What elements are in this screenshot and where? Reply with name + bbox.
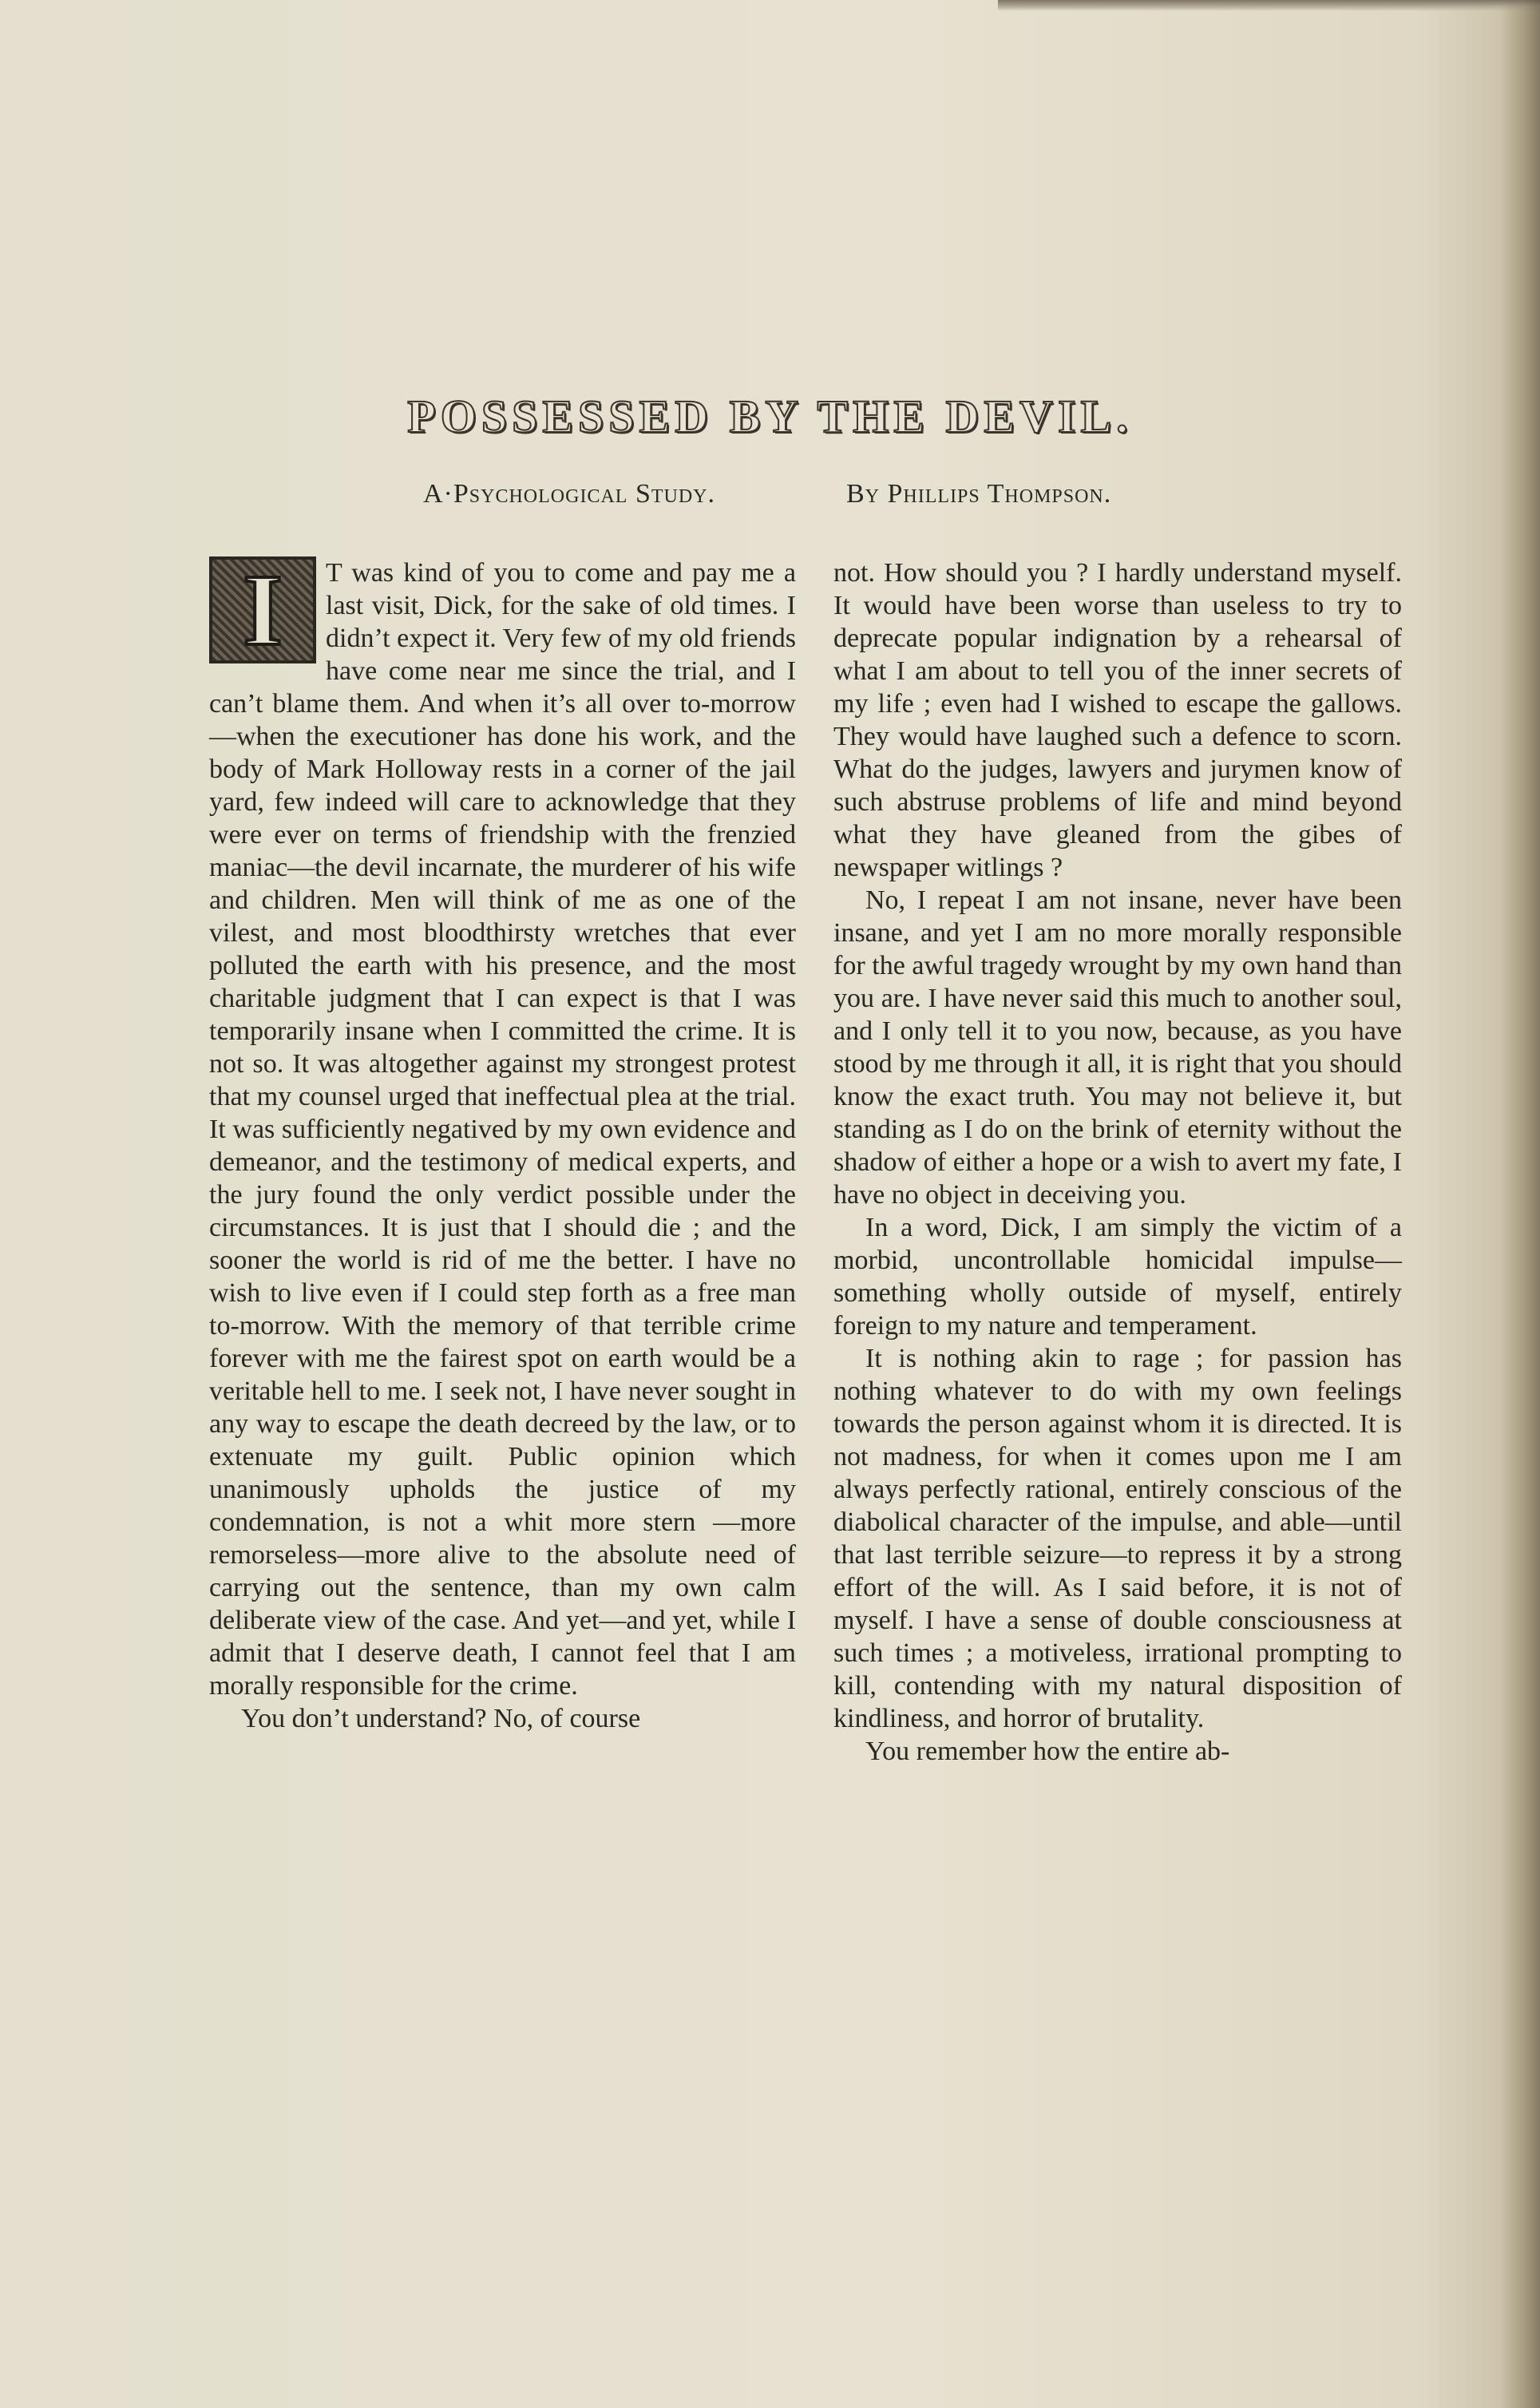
paragraph: You remember how the entire ab-: [865, 1737, 1230, 1766]
paragraph: You don’t understand? No, of course: [241, 1704, 641, 1733]
page-binding-edge: [1501, 0, 1540, 2408]
drop-cap-letter: I: [243, 553, 283, 667]
ornamental-drop-cap: [209, 553, 316, 667]
paragraph: In a word, Dick, I am simply the victim of a morbid, uncontrollable homicidal impulse—something wholly outside of myself, entirely foreign to my nature and temperament.: [833, 1213, 1402, 1341]
article-byline: By Phillips Thompson.: [846, 479, 1112, 509]
paragraph-text: T was kind of you to come and pay me a last visit, Dick, for the sake of old times. I didn’t expect it. Very few of my old friends have come near me since the trial, and I can’t blame them. And when it’s all over to-morrow—when the executioner has done his work, and the body of Mark Holloway rests in a corner of the jail yard, few indeed will care to acknowledge that they were ever on terms of friendship with the frenzied maniac—the devil incarnate, the murderer of his wife and children. Men will think of me as one of the vilest, and most bloodthirsty wretches that ever polluted the earth with his presence, and the most charitable judgment that I can expect is that I was temporarily insane when I committed the crime. It is not so. It was altogether against my strongest protest that my counsel urged that ineffectual plea at the trial. It was sufficiently negatived by my own evidence and demeanor, and the testimony of medical experts, and the jury found the only verdict possible under the circumstances. It is just that I should die ; and the sooner the world is rid of me the better. I have no wish to live even if I could step forth as a free man to-morrow. With the memory of that terrible crime forever with me the fairest spot on earth would be a veritable hell to me. I seek not, I have never sought in any way to escape the death decreed by the law, or to extenuate my guilt. Public opinion which unanimously upholds the justice of my condemnation, is not a whit more stern —more remorseless—more alive to the absolute need of carrying out the sentence, than my own calm deliberate view of the case. And yet—and yet, while I admit that I deserve death, I cannot feel that I am morally responsible for the crime.: [209, 558, 796, 1701]
paragraph: It is nothing akin to rage ; for passion has nothing whatever to do with my own feelings towards the person against whom it is directed. It is not madness, for when it comes upon me I am always perfectly rational, entirely conscious of the diabolical character of the impulse, and able—until that last terrible seizure—to repress it by a strong effort of the will. As I said before, it is not of myself. I have a sense of double consciousness at such times ; a motiveless, irrational prompting to kill, contending with my natural disposition of kindliness, and horror of brutality.: [833, 1344, 1402, 1733]
paragraph: No, I repeat I am not insane, never have been insane, and yet I am no more morally responsible for the awful tragedy wrought by my own hand than you are. I have never said this much to another soul, and I only tell it to you now, because, as you have stood by me through it all, it is right that you should know the exact truth. You may not believe it, but standing as I do on the brink of eternity without the shadow of either a hope or a wish to avert my fate, I have no object in deceiving you.: [833, 885, 1402, 1210]
text-column-right: [833, 556, 1402, 1768]
text-column-left: [209, 553, 796, 1735]
paragraph: [209, 553, 796, 1702]
article-title: POSSESSED BY THE DEVIL.: [407, 390, 1133, 442]
paragraph: not. How should you ? I hardly understand myself. It would have been worse than useless to try to deprecate popular indignation by a rehearsal of what I am about to tell you of the inner secrets of my life ; even had I wished to escape the gallows. They would have laughed such a defence to scorn. What do the judges, lawyers and jurymen know of such abstruse problems of life and mind beyond what they have gleaned from the gibes of newspaper witlings ?: [833, 558, 1402, 882]
article-subtitle: A·Psychological Study.: [423, 479, 716, 509]
page-top-edge-shadow: [998, 0, 1540, 11]
